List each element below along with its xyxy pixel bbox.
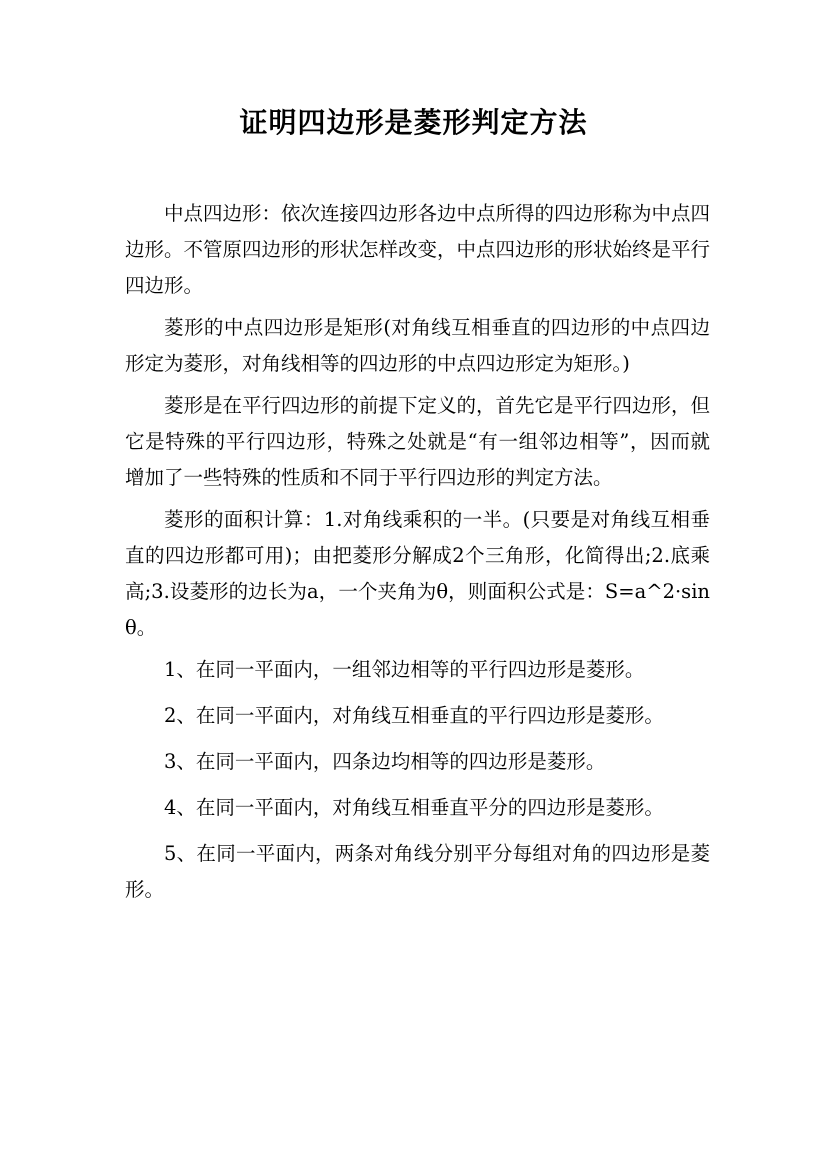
list-item-criterion-1: 1、在同一平面内，一组邻边相等的平行四边形是菱形。: [164, 658, 645, 681]
list-item-criterion-4: 4、在同一平面内，对角线互相垂直平分的四边形是菱形。: [164, 796, 664, 819]
list-item-criterion-2: 2、在同一平面内，对角线互相垂直的平行四边形是菱形。: [164, 704, 664, 727]
paragraph-rhombus-midpoint: 菱形的中点四边形是矩形(对角线互相垂直的四边形的中点四边形定为菱形，对角线相等的四边形的中点四边形定为矩形。): [125, 316, 710, 375]
paragraph-rhombus-definition: 菱形是在平行四边形的前提下定义的，首先它是平行四边形，但它是特殊的平行四边形，特殊之处就是“有一组邻边相等”，因而就增加了一些特殊的性质和不同于平行四边形的判定方法。: [125, 394, 711, 489]
list-item-criterion-5: 5、在同一平面内，两条对角线分别平分每组对角的四边形是菱形。: [125, 842, 710, 901]
document-body: [125, 196, 710, 918]
paragraph-rhombus-area: 菱形的面积计算：1.对角线乘积的一半。(只要是对角线互相垂直的四边形都可用)；由把菱形分解成2个三角形，化简得出;2.底乘高;3.设菱形的边长为a，一个夹角为θ，则面积公式是：S=a^2·sinθ。: [125, 508, 710, 639]
paragraph-midpoint-quadrilateral: 中点四边形：依次连接四边形各边中点所得的四边形称为中点四边形。不管原四边形的形状怎样改变，中点四边形的形状始终是平行四边形。: [125, 202, 711, 297]
list-item-criterion-3: 3、在同一平面内，四条边均相等的四边形是菱形。: [164, 750, 606, 773]
page-title: 证明四边形是菱形判定方法: [239, 106, 588, 139]
